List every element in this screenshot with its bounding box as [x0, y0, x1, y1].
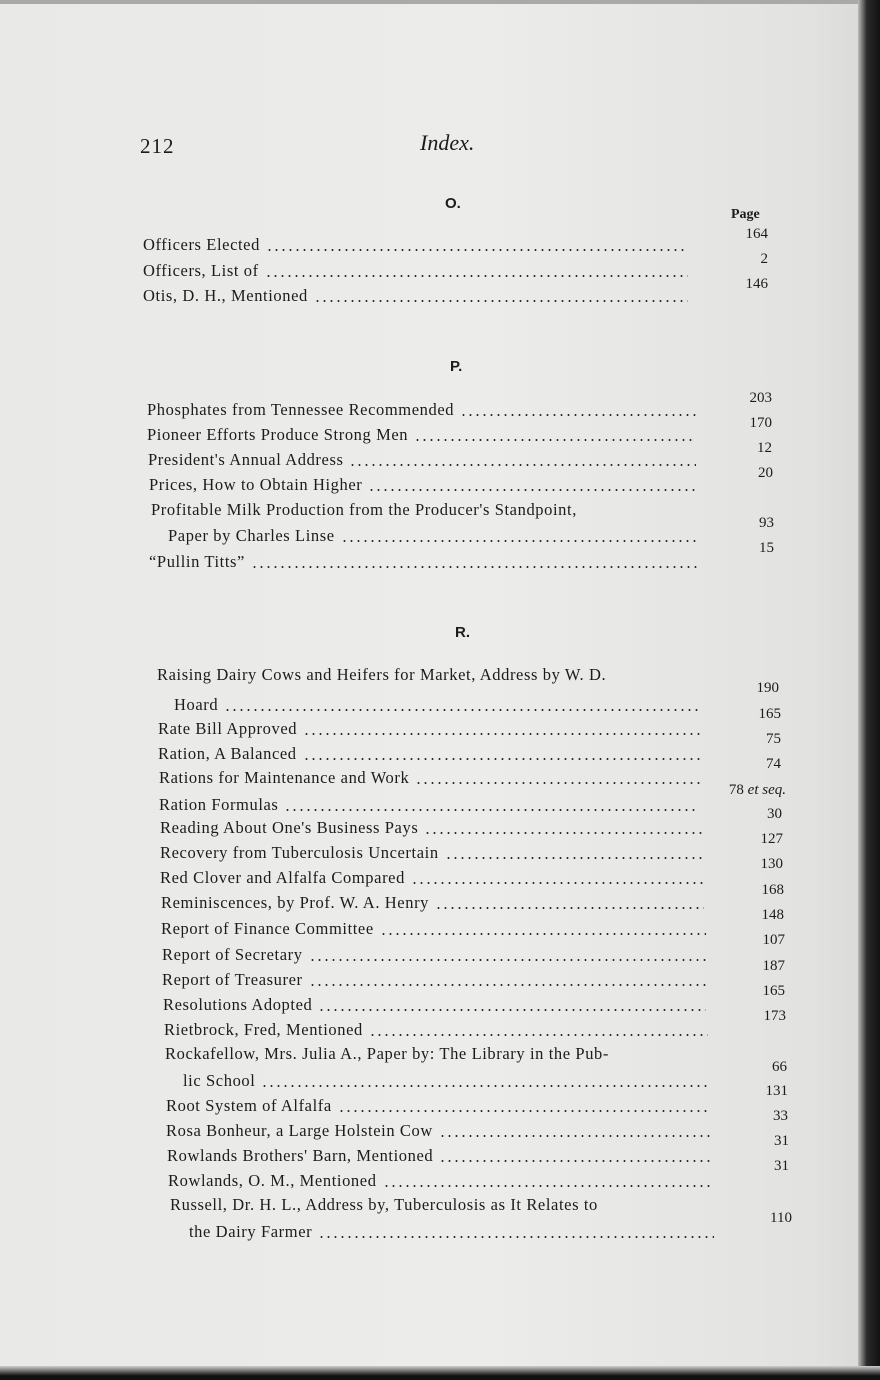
dot-leader: [309, 959, 706, 961]
dot-leader: [338, 1110, 710, 1112]
index-entry-text: Russell, Dr. H. L., Address by, Tuberculosis as It Relates to: [170, 1195, 598, 1214]
index-page-number: [705, 932, 785, 949]
dot-leader: [383, 1185, 712, 1187]
index-page-number: [704, 882, 784, 899]
index-page-number: [712, 1210, 792, 1227]
dot-leader: [435, 907, 704, 909]
page-number-value: 146: [745, 276, 768, 292]
page-number-value: 66: [772, 1059, 787, 1075]
index-entry-text: “Pullin Titts”: [149, 552, 245, 571]
page-number-value: 78: [728, 782, 744, 798]
index-entry: [166, 1121, 712, 1141]
index-page-number: [709, 1158, 789, 1175]
dot-leader: [445, 857, 704, 859]
dot-leader: [224, 709, 698, 711]
page-bottom-edge: [0, 1366, 880, 1380]
index-entry: [162, 970, 708, 990]
index-entry: [147, 400, 698, 420]
index-entry: [147, 425, 698, 445]
dot-leader: [368, 489, 696, 491]
dot-leader: [251, 566, 698, 568]
page-number-value: 190: [756, 680, 779, 696]
index-entry: [162, 945, 708, 965]
page-number-value: 20: [758, 465, 773, 481]
index-entry: [158, 744, 703, 764]
index-entry-text: Ration, A Balanced: [158, 744, 297, 763]
index-entry-continuation-text: lic School: [183, 1071, 256, 1090]
index-page-number: [694, 515, 774, 532]
page-number-value: 165: [762, 983, 785, 999]
running-head: Index.: [420, 130, 475, 155]
dot-leader: [318, 1236, 714, 1238]
index-entry-text: Otis, D. H., Mentioned: [143, 286, 308, 305]
index-entry-text: Rockafellow, Mrs. Julia A., Paper by: The Library in the Pub-: [165, 1044, 609, 1063]
index-page-number: [692, 415, 772, 432]
index-entry-text: Prices, How to Obtain Higher: [149, 475, 363, 494]
index-page-number: [693, 465, 773, 482]
index-page-number: [701, 756, 781, 773]
page-number-value: 173: [763, 1008, 786, 1024]
index-entry: [170, 1195, 716, 1215]
index-page-number: [696, 782, 786, 799]
dot-leader: [303, 733, 701, 735]
index-entry-text: Phosphates from Tennessee Recommended: [147, 400, 455, 419]
index-page-number: [705, 983, 785, 1000]
index-entry-text: Resolutions Adopted: [163, 995, 313, 1014]
dot-leader: [341, 540, 698, 542]
index-entry: [143, 286, 690, 306]
index-entry-text: Rosa Bonheur, a Large Holstein Cow: [166, 1121, 433, 1140]
page-number-value: 2: [760, 251, 768, 267]
section-letter-p: P.: [450, 358, 463, 375]
index-entry: [149, 475, 698, 495]
index-entry-text: Recovery from Tuberculosis Uncertain: [160, 843, 439, 862]
index-entry-text: Ration Formulas: [159, 795, 279, 814]
index-entry: [160, 868, 706, 888]
index-entry-text: Rowlands Brothers' Barn, Mentioned: [167, 1146, 434, 1165]
page-number-value: 30: [767, 806, 782, 822]
index-entry: [143, 235, 690, 255]
dot-leader: [261, 1085, 710, 1087]
page-number-value: 31: [774, 1158, 789, 1174]
index-page-number: [703, 856, 783, 873]
index-page-number: [701, 706, 781, 723]
page-number-value: 165: [758, 706, 781, 722]
index-entry-text: Rations for Maintenance and Work: [159, 768, 410, 787]
index-entry: [163, 995, 708, 1015]
dot-leader: [424, 832, 704, 834]
page-number-value: 75: [766, 731, 781, 747]
index-entry: [166, 1096, 712, 1116]
index-entry: [161, 893, 706, 913]
page-number-value: 93: [759, 515, 774, 531]
index-entry-text: Report of Finance Committee: [161, 919, 374, 938]
section-letter-o: O.: [445, 195, 461, 212]
page-number-value: 170: [749, 415, 772, 431]
index-entry-continuation-text: the Dairy Farmer: [189, 1222, 313, 1241]
index-entry: [165, 1044, 712, 1064]
index-entry-text: President's Annual Address: [148, 450, 344, 469]
index-entry-text: Reading About One's Business Pays: [160, 818, 419, 837]
dot-leader: [439, 1160, 712, 1162]
dot-leader: [314, 300, 688, 302]
index-page-number: [703, 831, 783, 848]
page-number-value: 127: [760, 831, 783, 847]
index-entry: [159, 795, 700, 815]
dot-leader: [309, 984, 706, 986]
index-entry: [143, 261, 690, 281]
index-page-number: [692, 440, 772, 457]
index-page-number: [707, 1059, 787, 1076]
index-entry-continuation: [189, 1222, 716, 1242]
page-number-value: 107: [762, 932, 785, 948]
page-header: [140, 130, 760, 160]
page-number-value: 110: [770, 1210, 792, 1226]
page-number-value: 131: [765, 1083, 788, 1099]
index-page-number: [702, 806, 782, 823]
dot-leader: [411, 882, 704, 884]
page-number-suffix: et seq.: [747, 782, 786, 798]
dot-leader: [439, 1135, 710, 1137]
page-number: 212: [140, 134, 175, 158]
dot-leader: [349, 464, 696, 466]
index-entry-text: Rowlands, O. M., Mentioned: [168, 1171, 377, 1190]
page-number-value: 33: [773, 1108, 788, 1124]
dot-leader: [266, 249, 688, 251]
index-entry-text: Report of Treasurer: [162, 970, 303, 989]
page-column-label: Page: [731, 207, 760, 222]
index-page-number: [694, 540, 774, 557]
dot-leader: [380, 933, 706, 935]
index-entry: [159, 768, 703, 788]
index-entry: [157, 665, 700, 685]
index-page-number: [692, 390, 772, 407]
index-entry-text: Raising Dairy Cows and Heifers for Market, Address by W. D.: [157, 665, 607, 684]
page-number-value: 187: [762, 958, 785, 974]
dot-leader: [460, 414, 696, 416]
page-number-value: 130: [760, 856, 783, 872]
index-entry-text: Profitable Milk Production from the Producer's Standpoint,: [151, 500, 577, 519]
index-entry: [161, 919, 708, 939]
index-entry-text: Rietbrock, Fred, Mentioned: [164, 1020, 363, 1039]
page-number-value: 203: [749, 390, 772, 406]
index-page-number: [708, 1108, 788, 1125]
page-number-value: 168: [761, 882, 784, 898]
dot-leader: [265, 275, 688, 277]
page-number-value: 15: [759, 540, 774, 556]
page-number-value: 74: [766, 756, 781, 772]
index-entry-continuation: [168, 526, 700, 546]
index-page-number: [699, 680, 779, 697]
page-number-value: 12: [757, 440, 772, 456]
index-entry: [158, 719, 703, 739]
page-binding-shadow: [858, 0, 880, 1380]
index-entry: [160, 843, 706, 863]
dot-leader: [303, 758, 701, 760]
page-number-value: 148: [761, 907, 784, 923]
page-number-value: 164: [745, 226, 768, 242]
index-entry-continuation: [183, 1071, 712, 1091]
page-top-edge: [0, 0, 880, 4]
index-entry-continuation-text: Hoard: [174, 695, 219, 714]
index-entry-continuation-text: Paper by Charles Linse: [168, 526, 335, 545]
index-entry-continuation: [174, 695, 700, 715]
dot-leader: [415, 782, 701, 784]
index-entry-text: Red Clover and Alfalfa Compared: [160, 868, 405, 887]
index-entry: [168, 1171, 714, 1191]
index-page-number: [706, 1008, 786, 1025]
index-page-number: [704, 907, 784, 924]
index-entry: [148, 450, 698, 470]
dot-leader: [318, 1009, 706, 1011]
index-entry-text: Officers, List of: [143, 261, 259, 280]
index-page-number: [709, 1133, 789, 1150]
index-entry-text: Officers Elected: [143, 235, 260, 254]
dot-leader: [414, 439, 696, 441]
dot-leader: [284, 809, 698, 811]
index-page-number: [705, 958, 785, 975]
index-page-number: [688, 226, 768, 243]
index-entry-text: Reminiscences, by Prof. W. A. Henry: [161, 893, 430, 912]
index-entry-text: Root System of Alfalfa: [166, 1096, 332, 1115]
index-page-number: [688, 251, 768, 268]
index-entry: [160, 818, 706, 838]
index-entry: [167, 1146, 714, 1166]
index-page-number: [708, 1083, 788, 1100]
page-number-value: 31: [774, 1133, 789, 1149]
index-page-number: [701, 731, 781, 748]
index-entry-text: Rate Bill Approved: [158, 719, 298, 738]
section-letter-r: R.: [455, 624, 470, 641]
dot-leader: [369, 1034, 708, 1036]
index-entry: [151, 500, 700, 520]
index-entry-text: Pioneer Efforts Produce Strong Men: [147, 425, 409, 444]
index-entry-text: Report of Secretary: [162, 945, 303, 964]
index-entry: [149, 552, 700, 572]
index-page-number: [688, 276, 768, 293]
index-entry: [164, 1020, 710, 1040]
